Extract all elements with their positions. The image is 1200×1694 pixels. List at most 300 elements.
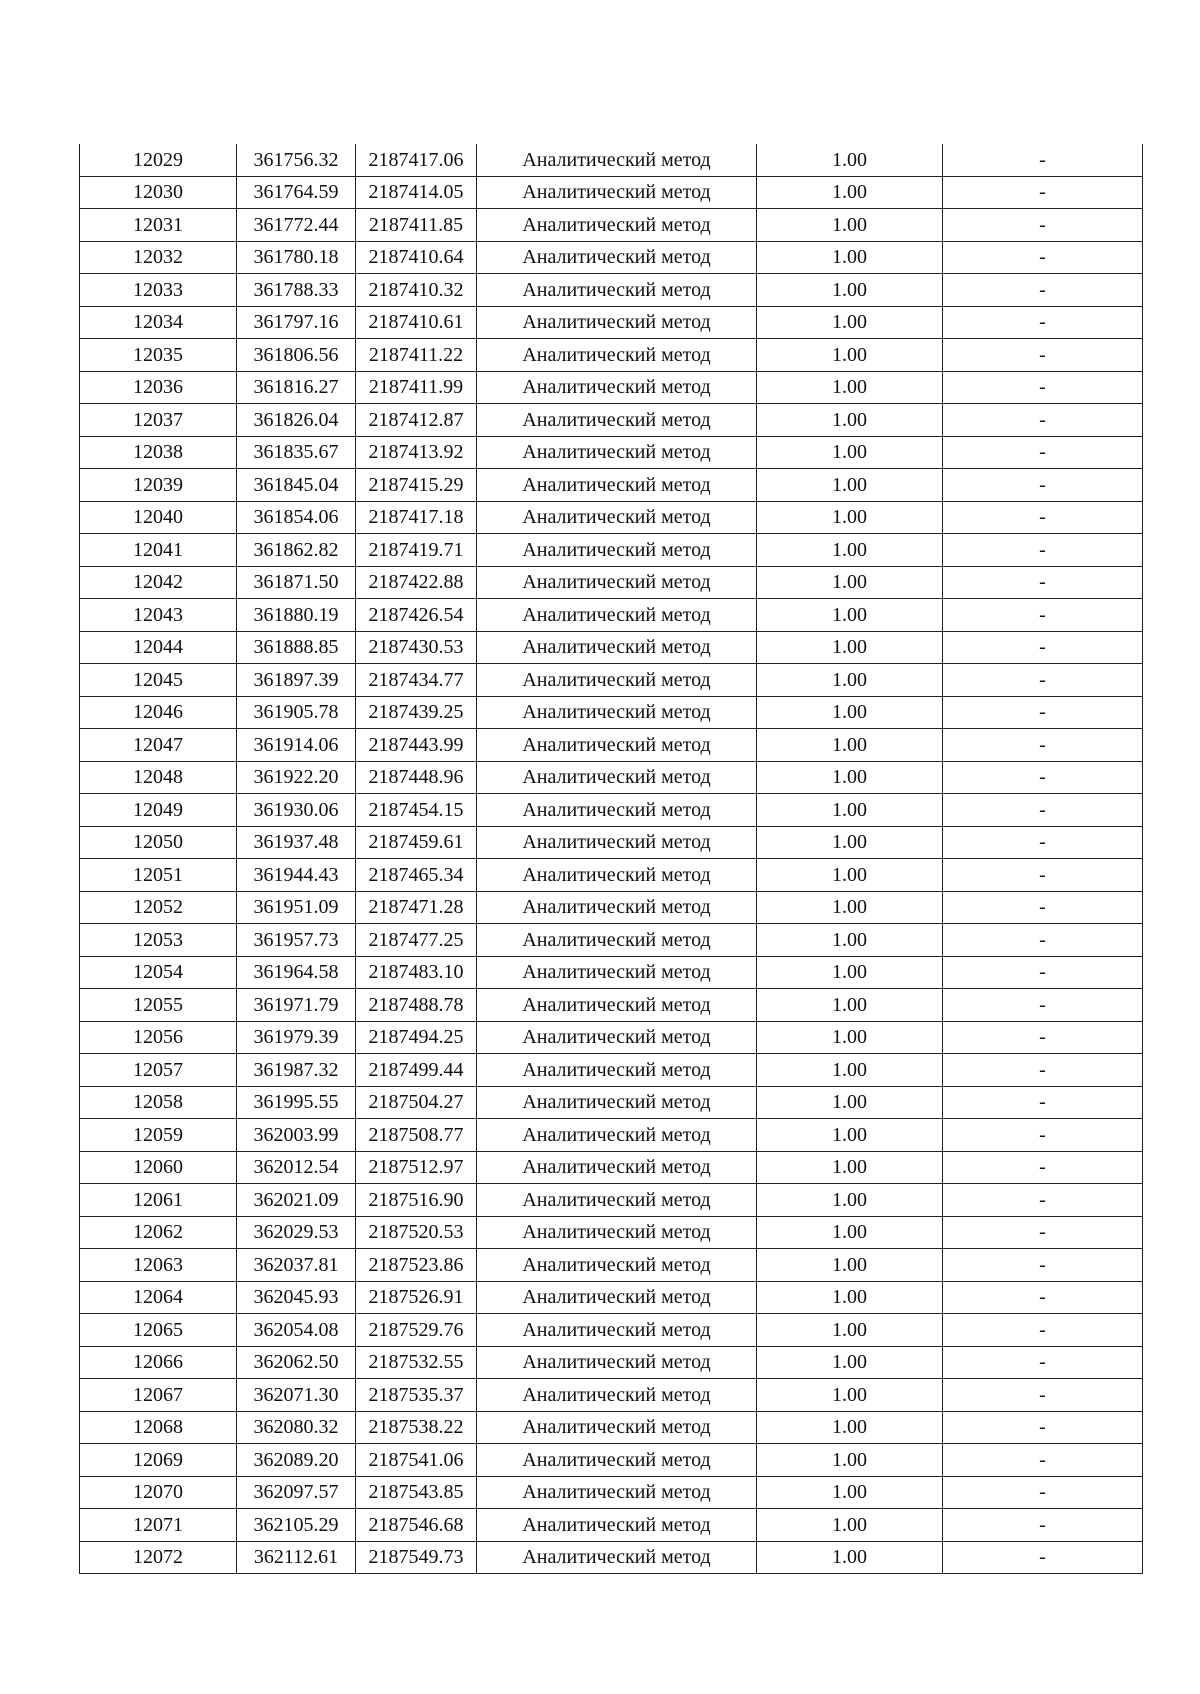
x-coordinate-cell: 362097.57	[237, 1476, 356, 1509]
y-coordinate-cell: 2187477.25	[356, 924, 477, 957]
x-coordinate-cell: 361905.78	[237, 696, 356, 729]
x-coordinate-cell: 361826.04	[237, 404, 356, 437]
y-coordinate-cell: 2187434.77	[356, 664, 477, 697]
accuracy-cell: 1.00	[757, 404, 943, 437]
y-coordinate-cell: 2187520.53	[356, 1216, 477, 1249]
note-cell: -	[943, 1054, 1143, 1087]
table-row	[80, 436, 1143, 469]
point-number-cell: 12032	[80, 241, 237, 274]
accuracy-cell: 1.00	[757, 989, 943, 1022]
x-coordinate-cell: 361862.82	[237, 534, 356, 567]
point-number-cell: 12046	[80, 696, 237, 729]
y-coordinate-cell: 2187414.05	[356, 176, 477, 209]
note-cell: -	[943, 501, 1143, 534]
point-number-cell: 12041	[80, 534, 237, 567]
method-cell: Аналитический метод	[477, 1411, 757, 1444]
x-coordinate-cell: 361897.39	[237, 664, 356, 697]
note-cell: -	[943, 1119, 1143, 1152]
point-number-cell: 12061	[80, 1184, 237, 1217]
method-cell: Аналитический метод	[477, 1541, 757, 1574]
table-row	[80, 1411, 1143, 1444]
note-cell: -	[943, 794, 1143, 827]
note-cell: -	[943, 729, 1143, 762]
accuracy-cell: 1.00	[757, 501, 943, 534]
x-coordinate-cell: 361922.20	[237, 761, 356, 794]
y-coordinate-cell: 2187412.87	[356, 404, 477, 437]
table-row	[80, 1249, 1143, 1282]
method-cell: Аналитический метод	[477, 891, 757, 924]
y-coordinate-cell: 2187483.10	[356, 956, 477, 989]
note-cell: -	[943, 469, 1143, 502]
method-cell: Аналитический метод	[477, 664, 757, 697]
accuracy-cell: 1.00	[757, 826, 943, 859]
accuracy-cell: 1.00	[757, 176, 943, 209]
x-coordinate-cell: 361835.67	[237, 436, 356, 469]
y-coordinate-cell: 2187443.99	[356, 729, 477, 762]
table-row	[80, 1509, 1143, 1542]
note-cell: -	[943, 826, 1143, 859]
point-number-cell: 12058	[80, 1086, 237, 1119]
accuracy-cell: 1.00	[757, 696, 943, 729]
note-cell: -	[943, 339, 1143, 372]
accuracy-cell: 1.00	[757, 274, 943, 307]
table-row	[80, 664, 1143, 697]
x-coordinate-cell: 362080.32	[237, 1411, 356, 1444]
x-coordinate-cell: 361772.44	[237, 209, 356, 242]
y-coordinate-cell: 2187410.64	[356, 241, 477, 274]
accuracy-cell: 1.00	[757, 339, 943, 372]
point-number-cell: 12043	[80, 599, 237, 632]
y-coordinate-cell: 2187529.76	[356, 1314, 477, 1347]
y-coordinate-cell: 2187523.86	[356, 1249, 477, 1282]
x-coordinate-cell: 362012.54	[237, 1151, 356, 1184]
x-coordinate-cell: 362003.99	[237, 1119, 356, 1152]
accuracy-cell: 1.00	[757, 1216, 943, 1249]
point-number-cell: 12070	[80, 1476, 237, 1509]
method-cell: Аналитический метод	[477, 534, 757, 567]
accuracy-cell: 1.00	[757, 209, 943, 242]
point-number-cell: 12031	[80, 209, 237, 242]
accuracy-cell: 1.00	[757, 1509, 943, 1542]
note-cell: -	[943, 306, 1143, 339]
table-row	[80, 924, 1143, 957]
x-coordinate-cell: 362037.81	[237, 1249, 356, 1282]
method-cell: Аналитический метод	[477, 501, 757, 534]
y-coordinate-cell: 2187410.32	[356, 274, 477, 307]
point-number-cell: 12063	[80, 1249, 237, 1282]
table-row	[80, 1054, 1143, 1087]
accuracy-cell: 1.00	[757, 1086, 943, 1119]
x-coordinate-cell: 361871.50	[237, 566, 356, 599]
method-cell: Аналитический метод	[477, 566, 757, 599]
table-row	[80, 989, 1143, 1022]
note-cell: -	[943, 859, 1143, 892]
method-cell: Аналитический метод	[477, 761, 757, 794]
point-number-cell: 12050	[80, 826, 237, 859]
accuracy-cell: 1.00	[757, 241, 943, 274]
note-cell: -	[943, 956, 1143, 989]
y-coordinate-cell: 2187541.06	[356, 1444, 477, 1477]
y-coordinate-cell: 2187504.27	[356, 1086, 477, 1119]
note-cell: -	[943, 1281, 1143, 1314]
table-row	[80, 371, 1143, 404]
accuracy-cell: 1.00	[757, 859, 943, 892]
note-cell: -	[943, 761, 1143, 794]
table-row	[80, 306, 1143, 339]
x-coordinate-cell: 362089.20	[237, 1444, 356, 1477]
method-cell: Аналитический метод	[477, 989, 757, 1022]
note-cell: -	[943, 1346, 1143, 1379]
point-number-cell: 12055	[80, 989, 237, 1022]
y-coordinate-cell: 2187508.77	[356, 1119, 477, 1152]
method-cell: Аналитический метод	[477, 859, 757, 892]
method-cell: Аналитический метод	[477, 826, 757, 859]
x-coordinate-cell: 361780.18	[237, 241, 356, 274]
x-coordinate-cell: 361914.06	[237, 729, 356, 762]
method-cell: Аналитический метод	[477, 696, 757, 729]
method-cell: Аналитический метод	[477, 209, 757, 242]
accuracy-cell: 1.00	[757, 599, 943, 632]
table-row	[80, 1151, 1143, 1184]
accuracy-cell: 1.00	[757, 1184, 943, 1217]
note-cell: -	[943, 924, 1143, 957]
table-row	[80, 241, 1143, 274]
x-coordinate-cell: 362071.30	[237, 1379, 356, 1412]
point-number-cell: 12036	[80, 371, 237, 404]
table-row	[80, 274, 1143, 307]
x-coordinate-cell: 361816.27	[237, 371, 356, 404]
note-cell: -	[943, 1541, 1143, 1574]
table-row	[80, 761, 1143, 794]
y-coordinate-cell: 2187465.34	[356, 859, 477, 892]
x-coordinate-cell: 361937.48	[237, 826, 356, 859]
x-coordinate-cell: 361764.59	[237, 176, 356, 209]
note-cell: -	[943, 631, 1143, 664]
point-number-cell: 12029	[80, 144, 237, 176]
point-number-cell: 12056	[80, 1021, 237, 1054]
note-cell: -	[943, 1021, 1143, 1054]
note-cell: -	[943, 1314, 1143, 1347]
y-coordinate-cell: 2187411.22	[356, 339, 477, 372]
point-number-cell: 12060	[80, 1151, 237, 1184]
x-coordinate-cell: 361979.39	[237, 1021, 356, 1054]
table-row	[80, 144, 1143, 176]
accuracy-cell: 1.00	[757, 1151, 943, 1184]
accuracy-cell: 1.00	[757, 924, 943, 957]
method-cell: Аналитический метод	[477, 1216, 757, 1249]
method-cell: Аналитический метод	[477, 1509, 757, 1542]
table-row	[80, 1119, 1143, 1152]
point-number-cell: 12048	[80, 761, 237, 794]
method-cell: Аналитический метод	[477, 144, 757, 176]
method-cell: Аналитический метод	[477, 956, 757, 989]
note-cell: -	[943, 1086, 1143, 1119]
accuracy-cell: 1.00	[757, 144, 943, 176]
point-number-cell: 12030	[80, 176, 237, 209]
table-row	[80, 729, 1143, 762]
y-coordinate-cell: 2187411.85	[356, 209, 477, 242]
method-cell: Аналитический метод	[477, 1151, 757, 1184]
method-cell: Аналитический метод	[477, 1476, 757, 1509]
note-cell: -	[943, 1379, 1143, 1412]
table-row	[80, 1541, 1143, 1574]
point-number-cell: 12064	[80, 1281, 237, 1314]
y-coordinate-cell: 2187471.28	[356, 891, 477, 924]
y-coordinate-cell: 2187426.54	[356, 599, 477, 632]
accuracy-cell: 1.00	[757, 1281, 943, 1314]
table-row	[80, 1444, 1143, 1477]
point-number-cell: 12033	[80, 274, 237, 307]
method-cell: Аналитический метод	[477, 1119, 757, 1152]
table-row	[80, 826, 1143, 859]
accuracy-cell: 1.00	[757, 794, 943, 827]
accuracy-cell: 1.00	[757, 761, 943, 794]
y-coordinate-cell: 2187488.78	[356, 989, 477, 1022]
x-coordinate-cell: 362045.93	[237, 1281, 356, 1314]
point-number-cell: 12057	[80, 1054, 237, 1087]
point-number-cell: 12051	[80, 859, 237, 892]
x-coordinate-cell: 362054.08	[237, 1314, 356, 1347]
note-cell: -	[943, 696, 1143, 729]
note-cell: -	[943, 404, 1143, 437]
x-coordinate-cell: 361854.06	[237, 501, 356, 534]
table-row	[80, 696, 1143, 729]
note-cell: -	[943, 566, 1143, 599]
table-row	[80, 956, 1143, 989]
point-number-cell: 12054	[80, 956, 237, 989]
method-cell: Аналитический метод	[477, 371, 757, 404]
note-cell: -	[943, 1476, 1143, 1509]
accuracy-cell: 1.00	[757, 1249, 943, 1282]
y-coordinate-cell: 2187454.15	[356, 794, 477, 827]
x-coordinate-cell: 361888.85	[237, 631, 356, 664]
note-cell: -	[943, 176, 1143, 209]
method-cell: Аналитический метод	[477, 1086, 757, 1119]
accuracy-cell: 1.00	[757, 1021, 943, 1054]
point-number-cell: 12066	[80, 1346, 237, 1379]
note-cell: -	[943, 1444, 1143, 1477]
note-cell: -	[943, 241, 1143, 274]
point-number-cell: 12069	[80, 1444, 237, 1477]
point-number-cell: 12072	[80, 1541, 237, 1574]
method-cell: Аналитический метод	[477, 1379, 757, 1412]
x-coordinate-cell: 362029.53	[237, 1216, 356, 1249]
point-number-cell: 12065	[80, 1314, 237, 1347]
y-coordinate-cell: 2187516.90	[356, 1184, 477, 1217]
x-coordinate-cell: 361845.04	[237, 469, 356, 502]
x-coordinate-cell: 362021.09	[237, 1184, 356, 1217]
accuracy-cell: 1.00	[757, 729, 943, 762]
x-coordinate-cell: 361797.16	[237, 306, 356, 339]
y-coordinate-cell: 2187419.71	[356, 534, 477, 567]
y-coordinate-cell: 2187422.88	[356, 566, 477, 599]
table-row	[80, 176, 1143, 209]
note-cell: -	[943, 664, 1143, 697]
table-row	[80, 501, 1143, 534]
table-row	[80, 891, 1143, 924]
table-row	[80, 1184, 1143, 1217]
point-number-cell: 12059	[80, 1119, 237, 1152]
y-coordinate-cell: 2187538.22	[356, 1411, 477, 1444]
y-coordinate-cell: 2187543.85	[356, 1476, 477, 1509]
coordinates-table-body	[80, 144, 1143, 1574]
note-cell: -	[943, 989, 1143, 1022]
note-cell: -	[943, 1509, 1143, 1542]
accuracy-cell: 1.00	[757, 891, 943, 924]
method-cell: Аналитический метод	[477, 1346, 757, 1379]
method-cell: Аналитический метод	[477, 241, 757, 274]
accuracy-cell: 1.00	[757, 566, 943, 599]
accuracy-cell: 1.00	[757, 1411, 943, 1444]
accuracy-cell: 1.00	[757, 956, 943, 989]
x-coordinate-cell: 361756.32	[237, 144, 356, 176]
point-number-cell: 12062	[80, 1216, 237, 1249]
note-cell: -	[943, 436, 1143, 469]
y-coordinate-cell: 2187448.96	[356, 761, 477, 794]
y-coordinate-cell: 2187512.97	[356, 1151, 477, 1184]
accuracy-cell: 1.00	[757, 1346, 943, 1379]
accuracy-cell: 1.00	[757, 664, 943, 697]
table-row	[80, 209, 1143, 242]
y-coordinate-cell: 2187417.06	[356, 144, 477, 176]
accuracy-cell: 1.00	[757, 371, 943, 404]
y-coordinate-cell: 2187494.25	[356, 1021, 477, 1054]
y-coordinate-cell: 2187439.25	[356, 696, 477, 729]
note-cell: -	[943, 599, 1143, 632]
method-cell: Аналитический метод	[477, 274, 757, 307]
x-coordinate-cell: 362062.50	[237, 1346, 356, 1379]
coordinates-table	[79, 144, 1143, 1574]
x-coordinate-cell: 361880.19	[237, 599, 356, 632]
method-cell: Аналитический метод	[477, 1184, 757, 1217]
accuracy-cell: 1.00	[757, 1444, 943, 1477]
accuracy-cell: 1.00	[757, 469, 943, 502]
table-row	[80, 1021, 1143, 1054]
y-coordinate-cell: 2187546.68	[356, 1509, 477, 1542]
note-cell: -	[943, 209, 1143, 242]
method-cell: Аналитический метод	[477, 794, 757, 827]
point-number-cell: 12035	[80, 339, 237, 372]
note-cell: -	[943, 274, 1143, 307]
y-coordinate-cell: 2187430.53	[356, 631, 477, 664]
x-coordinate-cell: 361806.56	[237, 339, 356, 372]
note-cell: -	[943, 1184, 1143, 1217]
y-coordinate-cell: 2187532.55	[356, 1346, 477, 1379]
table-row	[80, 1086, 1143, 1119]
accuracy-cell: 1.00	[757, 436, 943, 469]
note-cell: -	[943, 1216, 1143, 1249]
method-cell: Аналитический метод	[477, 729, 757, 762]
point-number-cell: 12040	[80, 501, 237, 534]
point-number-cell: 12039	[80, 469, 237, 502]
table-row	[80, 566, 1143, 599]
y-coordinate-cell: 2187459.61	[356, 826, 477, 859]
y-coordinate-cell: 2187549.73	[356, 1541, 477, 1574]
method-cell: Аналитический метод	[477, 306, 757, 339]
table-row	[80, 599, 1143, 632]
note-cell: -	[943, 534, 1143, 567]
table-row	[80, 1346, 1143, 1379]
point-number-cell: 12045	[80, 664, 237, 697]
accuracy-cell: 1.00	[757, 1541, 943, 1574]
method-cell: Аналитический метод	[477, 176, 757, 209]
table-row	[80, 404, 1143, 437]
x-coordinate-cell: 361957.73	[237, 924, 356, 957]
x-coordinate-cell: 362112.61	[237, 1541, 356, 1574]
note-cell: -	[943, 144, 1143, 176]
method-cell: Аналитический метод	[477, 924, 757, 957]
x-coordinate-cell: 361951.09	[237, 891, 356, 924]
point-number-cell: 12049	[80, 794, 237, 827]
y-coordinate-cell: 2187410.61	[356, 306, 477, 339]
y-coordinate-cell: 2187526.91	[356, 1281, 477, 1314]
note-cell: -	[943, 1151, 1143, 1184]
y-coordinate-cell: 2187499.44	[356, 1054, 477, 1087]
note-cell: -	[943, 891, 1143, 924]
table-row	[80, 1476, 1143, 1509]
x-coordinate-cell: 361995.55	[237, 1086, 356, 1119]
method-cell: Аналитический метод	[477, 1444, 757, 1477]
point-number-cell: 12037	[80, 404, 237, 437]
accuracy-cell: 1.00	[757, 631, 943, 664]
table-row	[80, 469, 1143, 502]
point-number-cell: 12053	[80, 924, 237, 957]
method-cell: Аналитический метод	[477, 1054, 757, 1087]
note-cell: -	[943, 1249, 1143, 1282]
point-number-cell: 12044	[80, 631, 237, 664]
accuracy-cell: 1.00	[757, 1476, 943, 1509]
method-cell: Аналитический метод	[477, 1281, 757, 1314]
x-coordinate-cell: 361788.33	[237, 274, 356, 307]
accuracy-cell: 1.00	[757, 1119, 943, 1152]
table-row	[80, 1314, 1143, 1347]
point-number-cell: 12042	[80, 566, 237, 599]
y-coordinate-cell: 2187535.37	[356, 1379, 477, 1412]
method-cell: Аналитический метод	[477, 1021, 757, 1054]
y-coordinate-cell: 2187411.99	[356, 371, 477, 404]
point-number-cell: 12071	[80, 1509, 237, 1542]
table-row	[80, 339, 1143, 372]
x-coordinate-cell: 361930.06	[237, 794, 356, 827]
table-row	[80, 1216, 1143, 1249]
note-cell: -	[943, 371, 1143, 404]
y-coordinate-cell: 2187413.92	[356, 436, 477, 469]
y-coordinate-cell: 2187417.18	[356, 501, 477, 534]
table-row	[80, 1281, 1143, 1314]
point-number-cell: 12068	[80, 1411, 237, 1444]
x-coordinate-cell: 361971.79	[237, 989, 356, 1022]
method-cell: Аналитический метод	[477, 339, 757, 372]
point-number-cell: 12067	[80, 1379, 237, 1412]
point-number-cell: 12034	[80, 306, 237, 339]
accuracy-cell: 1.00	[757, 534, 943, 567]
accuracy-cell: 1.00	[757, 1054, 943, 1087]
x-coordinate-cell: 361964.58	[237, 956, 356, 989]
table-row	[80, 631, 1143, 664]
x-coordinate-cell: 361987.32	[237, 1054, 356, 1087]
accuracy-cell: 1.00	[757, 1314, 943, 1347]
method-cell: Аналитический метод	[477, 631, 757, 664]
table-row	[80, 794, 1143, 827]
x-coordinate-cell: 362105.29	[237, 1509, 356, 1542]
point-number-cell: 12047	[80, 729, 237, 762]
note-cell: -	[943, 1411, 1143, 1444]
table-row	[80, 1379, 1143, 1412]
method-cell: Аналитический метод	[477, 469, 757, 502]
table-row	[80, 859, 1143, 892]
method-cell: Аналитический метод	[477, 436, 757, 469]
accuracy-cell: 1.00	[757, 1379, 943, 1412]
